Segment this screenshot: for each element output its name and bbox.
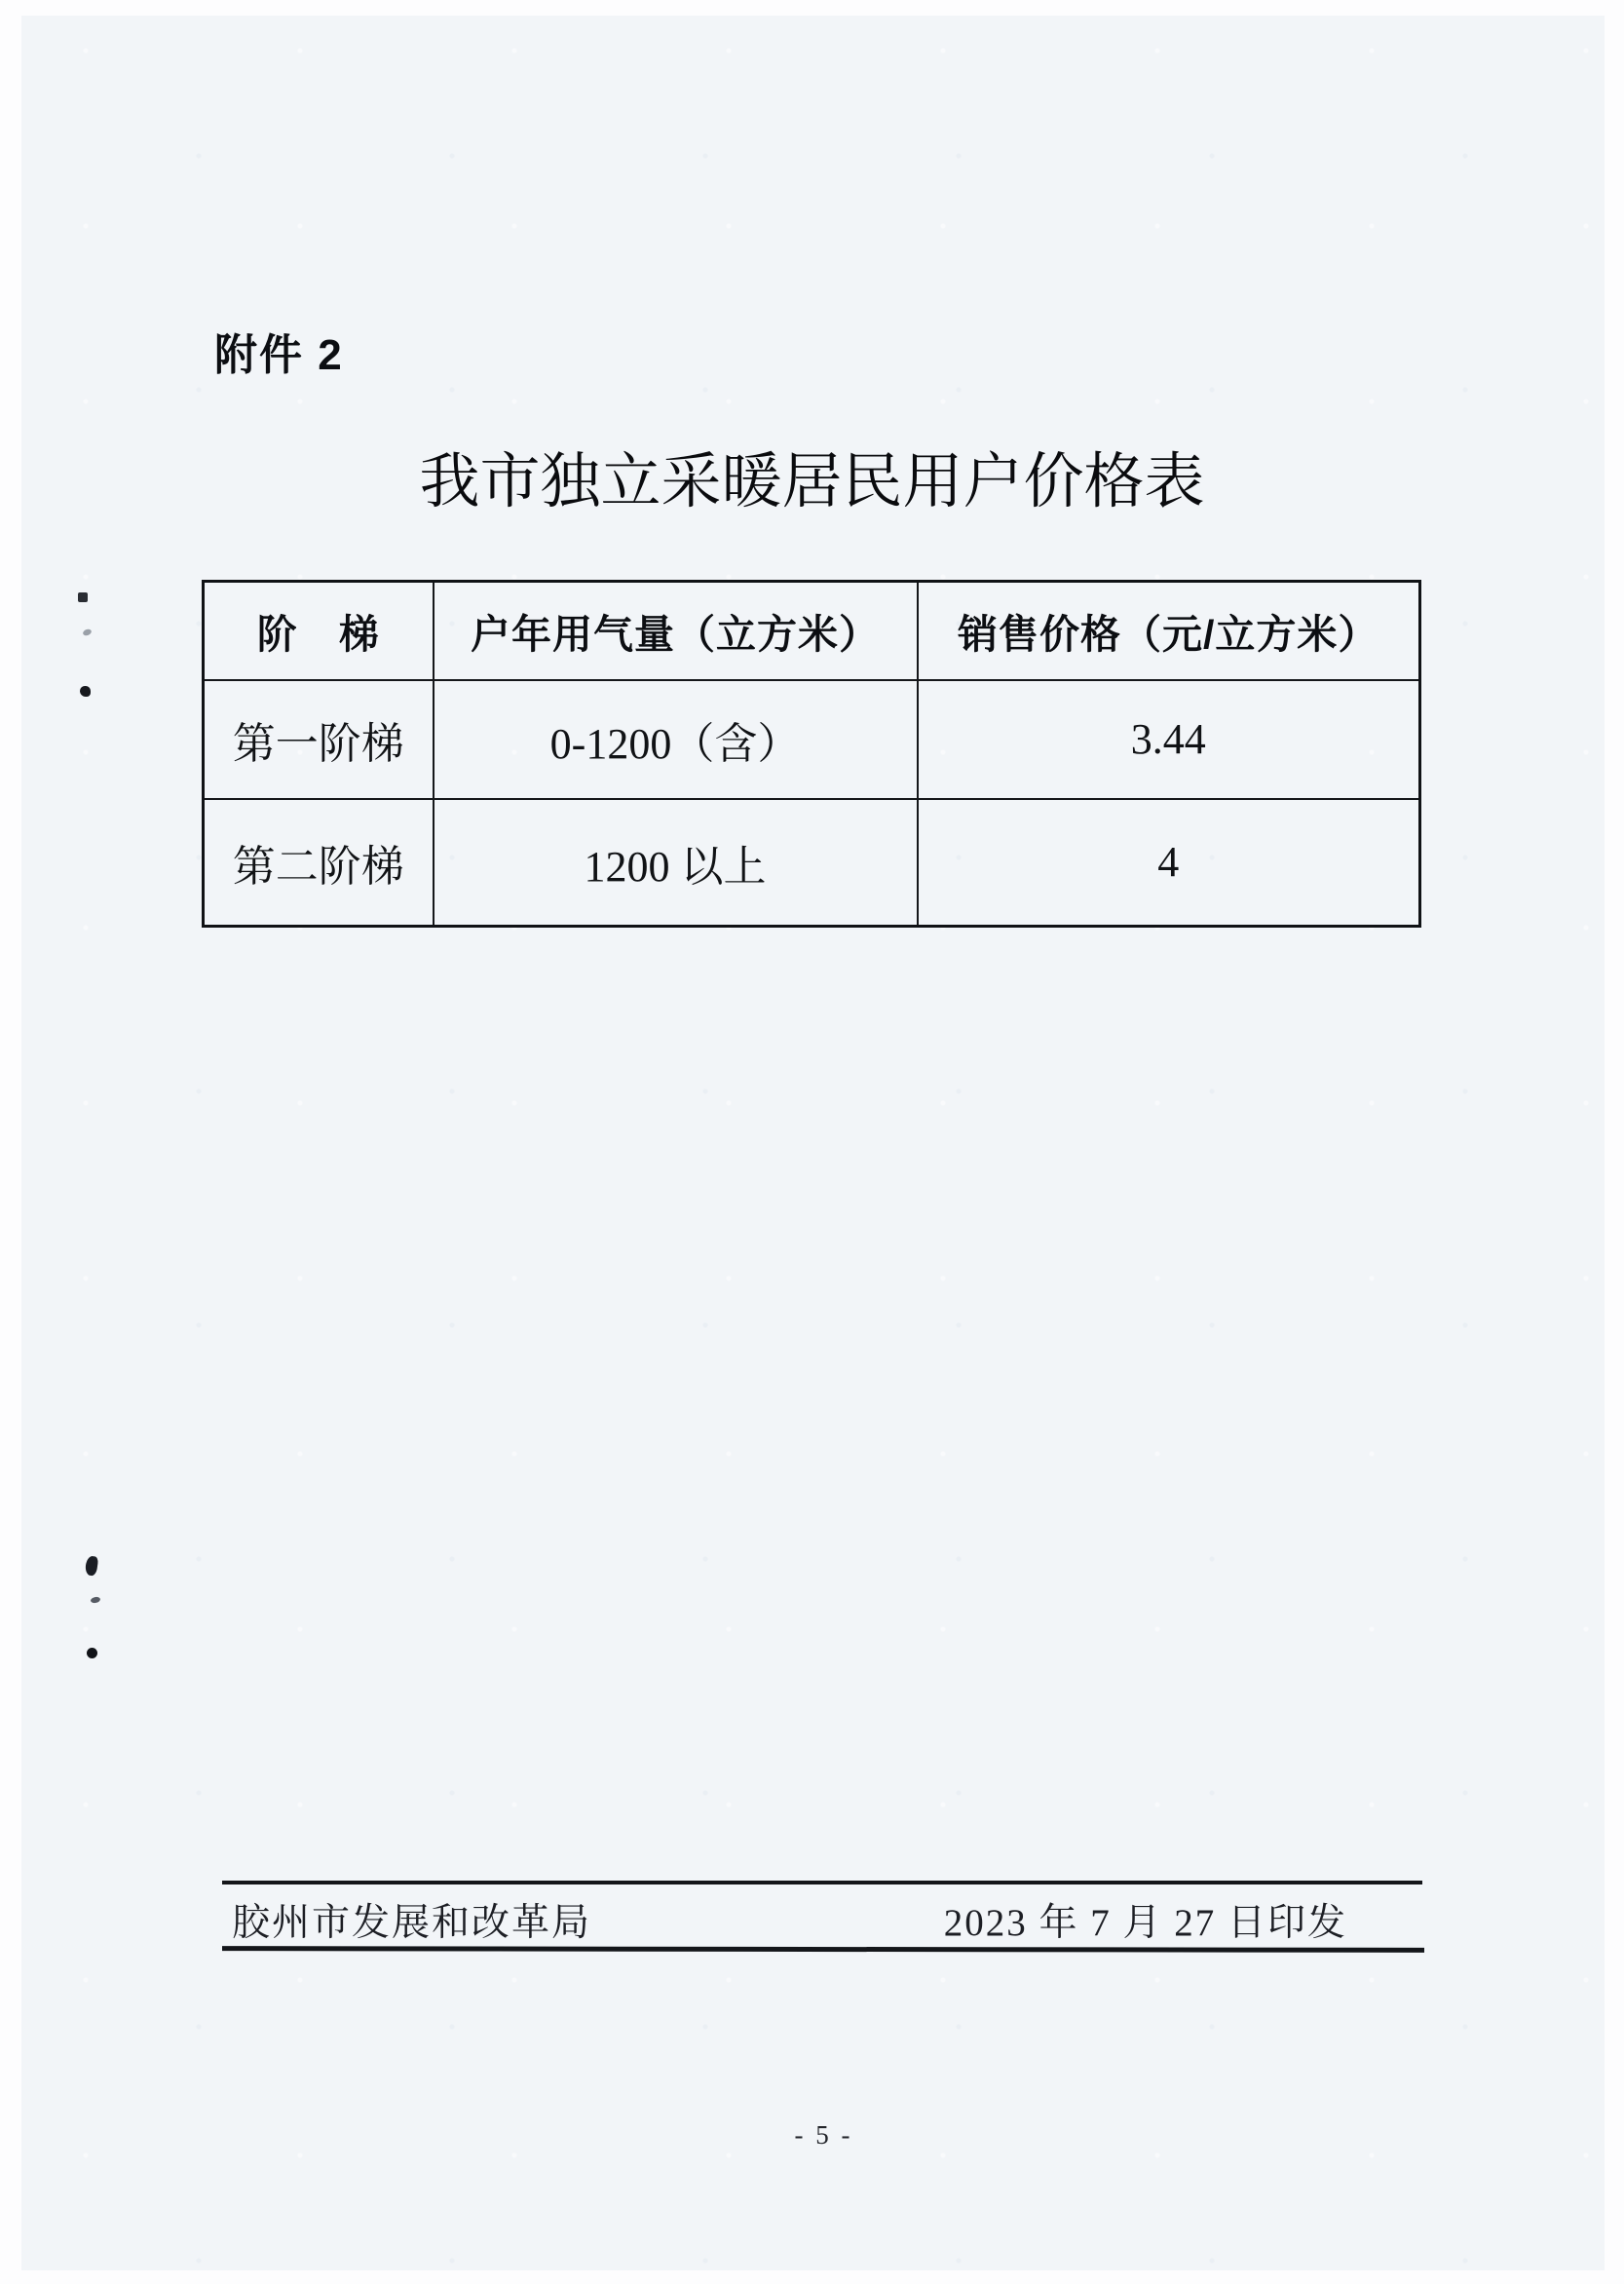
scan-artifact: [78, 592, 88, 602]
cell-tier: 第二阶梯: [204, 799, 434, 927]
cell-price: 4: [918, 799, 1420, 927]
document-title: 我市独立采暖居民用户价格表: [419, 449, 1205, 515]
page-number: - 5 -: [794, 2120, 853, 2150]
scan-artifact: [87, 1648, 97, 1658]
cell-tier: 第一阶梯: [204, 680, 434, 799]
print-date: 2023 年 7 月 27 日印发: [943, 1902, 1347, 1944]
issuing-agency: 胶州市发展和改革局: [232, 1902, 592, 1944]
table-row: [204, 680, 1420, 799]
footer-top-rule: [222, 1881, 1422, 1884]
cell-price: 3.44: [918, 680, 1420, 799]
attachment-label: 附件 2: [214, 331, 344, 379]
header-tier: 阶 梯: [204, 582, 434, 680]
price-table: [202, 580, 1421, 928]
table-header-row: [204, 582, 1420, 680]
scan-artifact: [80, 686, 91, 697]
header-price: 销售价格（元/立方米）: [918, 582, 1420, 680]
cell-usage: 0-1200（含）: [434, 680, 918, 799]
table-row: [204, 799, 1420, 927]
header-usage: 户年用气量（立方米）: [434, 582, 918, 680]
footer-row: [222, 1892, 1423, 1947]
cell-usage: 1200 以上: [434, 799, 918, 927]
